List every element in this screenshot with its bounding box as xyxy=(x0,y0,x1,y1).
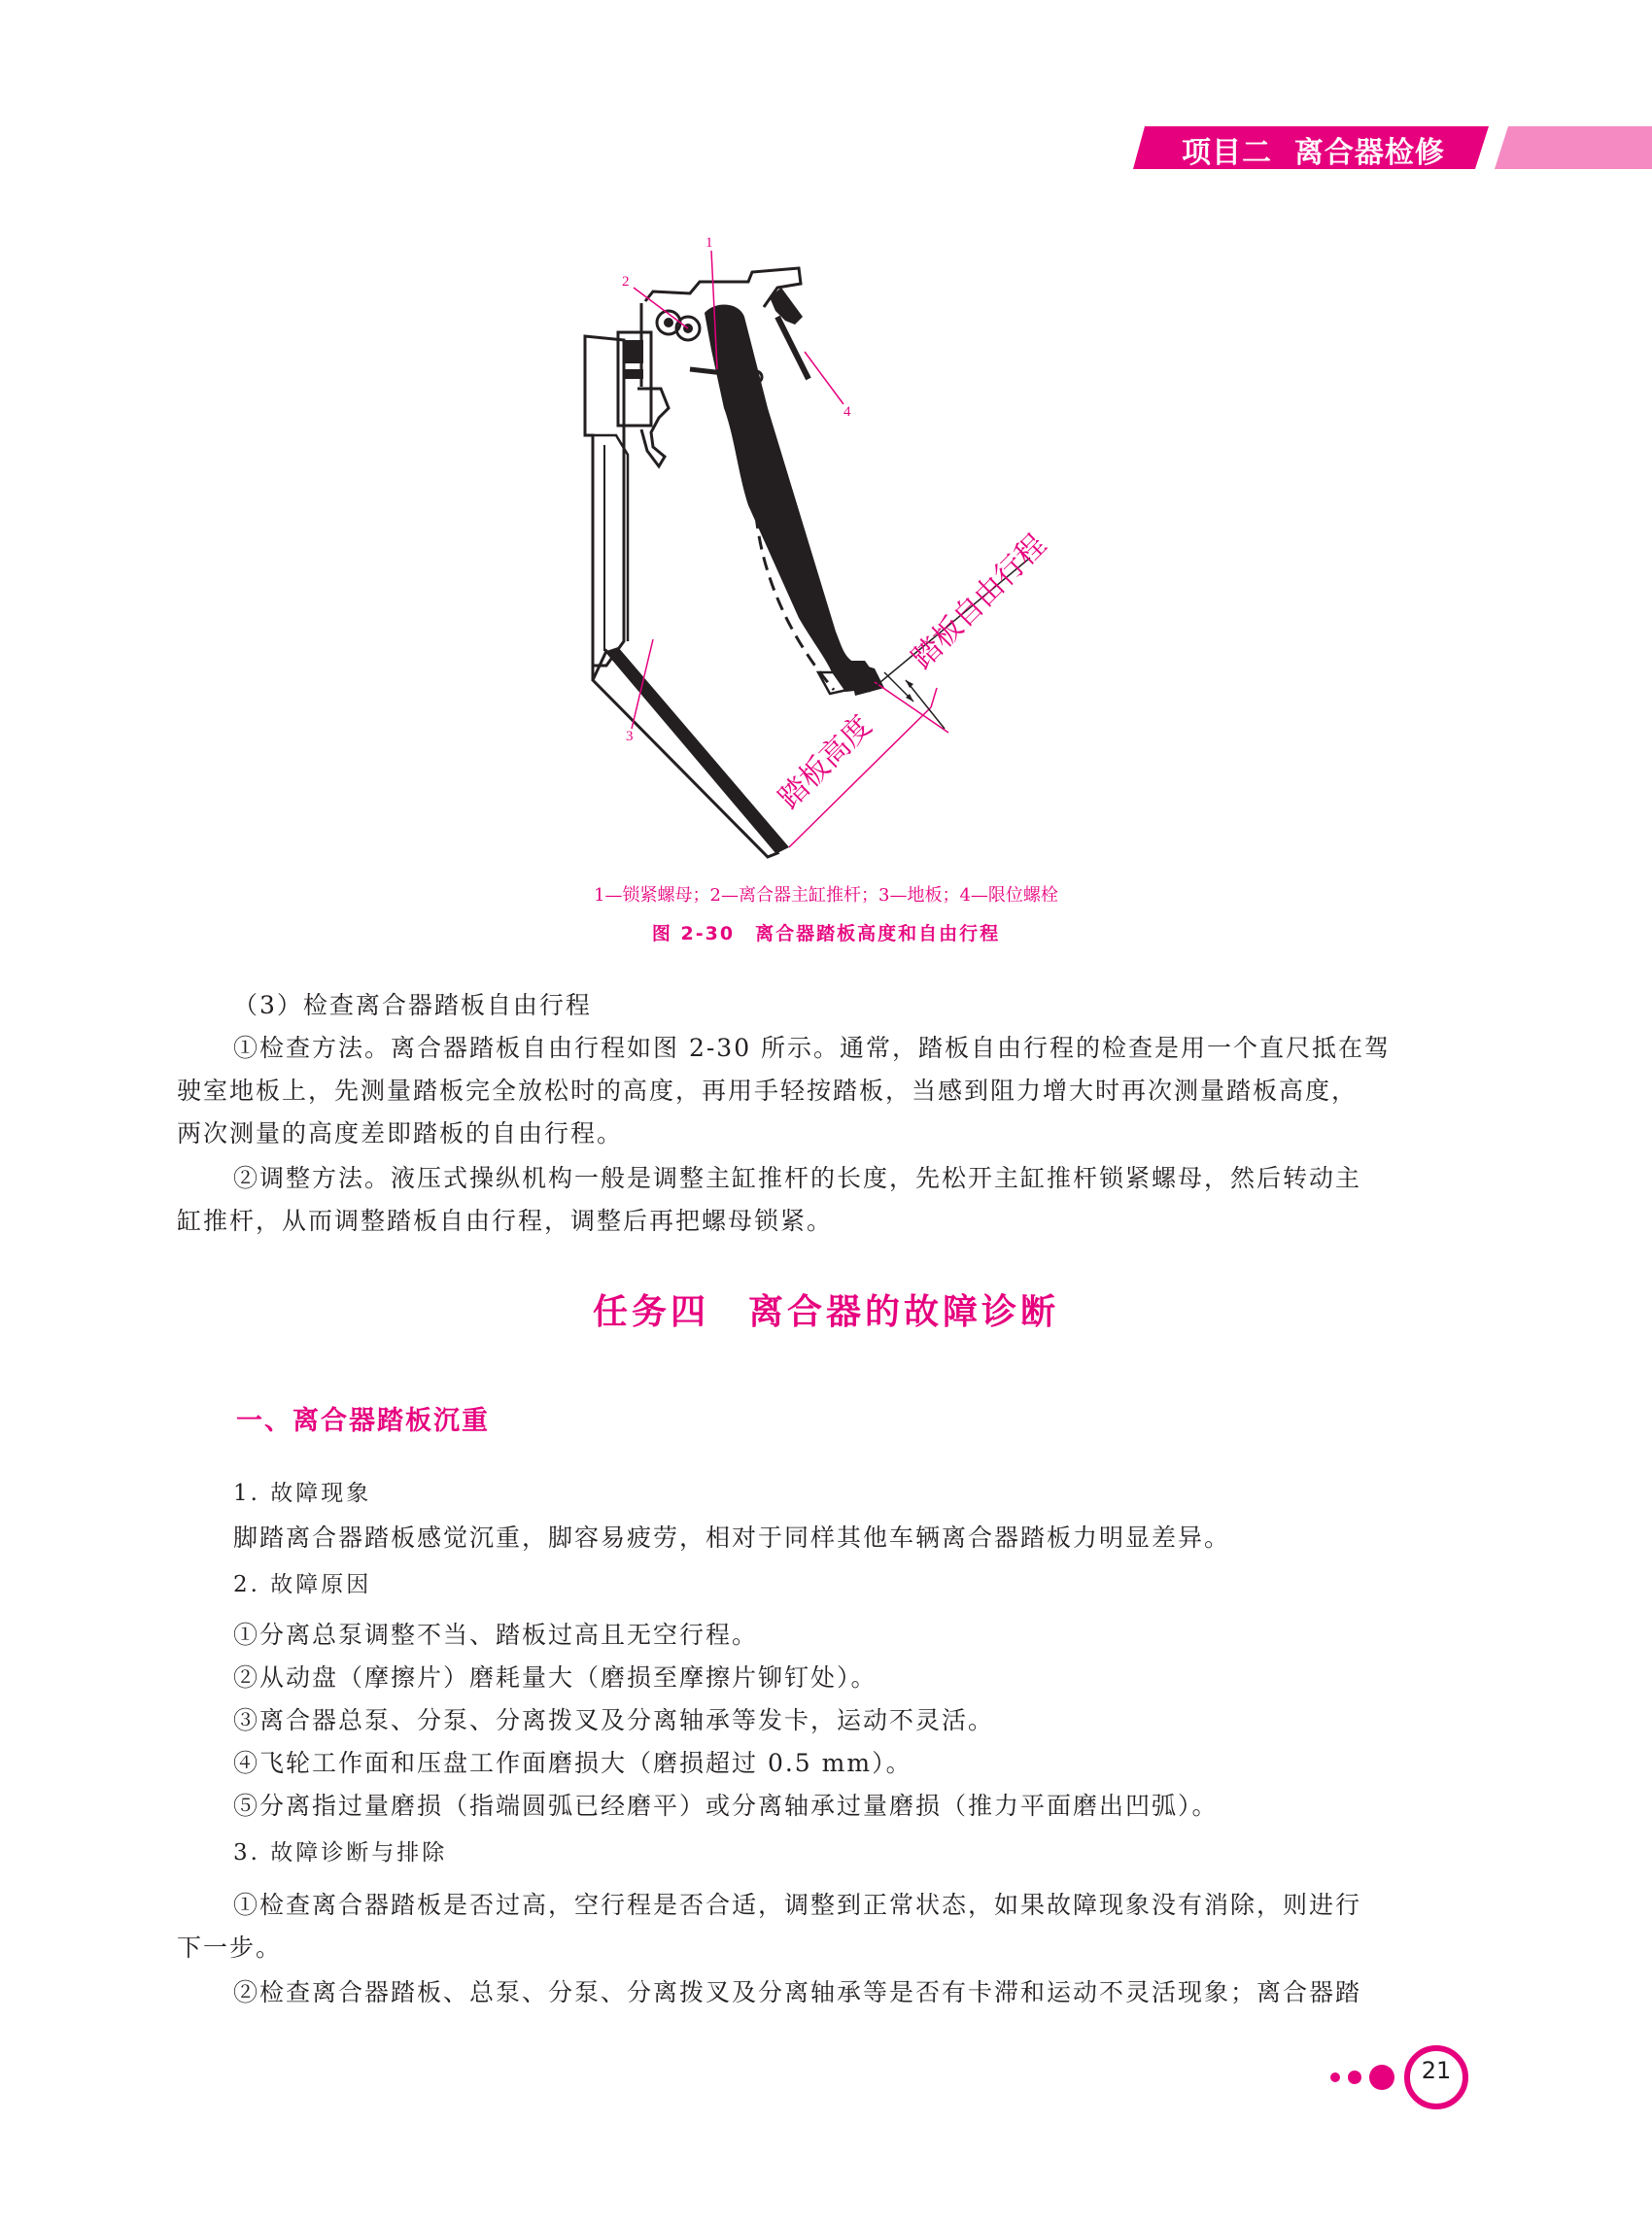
callout-1: 1 xyxy=(706,235,713,251)
page-header xyxy=(1133,126,1652,169)
figure-legend: 1—锁紧螺母；2—离合器主缸推杆；3—地板；4—限位螺栓 xyxy=(594,885,1058,906)
task-title: 任务四 离合器的故障诊断 xyxy=(592,1291,1059,1332)
pedal-height-label: 踏板高度 xyxy=(772,708,879,816)
diagnosis-heading: 3. 故障诊断与排除 xyxy=(233,1840,448,1866)
callout-4: 4 xyxy=(843,404,851,420)
cause-item-4: ④飞轮工作面和压盘工作面磨损大（磨损超过 0.5 mm）。 xyxy=(233,1749,912,1777)
header-topic: 离合器检修 xyxy=(1293,136,1445,170)
diagnosis-p2-line-1: ②检查离合器踏板、总泵、分泵、分离拨叉及分离轴承等是否有卡滞和运动不灵活现象；离合器踏 xyxy=(233,1978,1362,2006)
check-heading: （3）检查离合器踏板自由行程 xyxy=(233,991,592,1019)
cause-item-3: ③离合器总泵、分泵、分离拨叉及分离轴承等发卡，运动不灵活。 xyxy=(233,1706,995,1734)
symptom-heading: 1. 故障现象 xyxy=(233,1481,372,1506)
check-p2-line-1: ②调整方法。液压式操纵机构一般是调整主缸推杆的长度，先松开主缸推杆锁紧螺母，然后转动主 xyxy=(233,1164,1362,1192)
figure-caption: 图 2-30 离合器踏板高度和自由行程 xyxy=(651,923,1001,944)
clutch-pedal-figure xyxy=(544,223,1088,884)
check-p1-line-2: 驶室地板上，先测量踏板完全放松时的高度，再用手轻按踏板，当感到阻力增大时再次测量踏板高度， xyxy=(177,1077,1359,1105)
check-p1-line-1: ①检查方法。离合器踏板自由行程如图 2-30 所示。通常，踏板自由行程的检查是用一个直尺抵在驾 xyxy=(233,1034,1392,1062)
page-number-badge xyxy=(1322,2038,1477,2116)
header-title xyxy=(1182,128,1445,171)
diagnosis-p1-line-1: ①检查离合器踏板是否过高，空行程是否合适，调整到正常状态，如果故障现象没有消除，则进行 xyxy=(233,1891,1362,1919)
cause-heading: 2. 故障原因 xyxy=(233,1572,372,1597)
header-project: 项目二 xyxy=(1182,136,1272,170)
check-p1-line-3: 两次测量的高度差即踏板的自由行程。 xyxy=(177,1119,624,1147)
callout-3: 3 xyxy=(626,729,634,744)
cause-item-5: ⑤分离指过量磨损（指端圆弧已经磨平）或分离轴承过量磨损（推力平面磨出凹弧）。 xyxy=(233,1792,1219,1820)
section-title: 一、离合器踏板沉重 xyxy=(236,1406,490,1436)
check-p2-line-2: 缸推杆，从而调整踏板自由行程，调整后再把螺母锁紧。 xyxy=(177,1207,834,1235)
cause-item-2: ②从动盘（摩擦片）磨耗量大（磨损至摩擦片铆钉处）。 xyxy=(233,1663,878,1692)
free-travel-label: 踏板自由行程 xyxy=(905,528,1053,676)
callout-2: 2 xyxy=(622,274,630,290)
diagnosis-p1-line-2: 下一步。 xyxy=(177,1934,283,1962)
cause-item-1: ①分离总泵调整不当、踏板过高且无空行程。 xyxy=(233,1621,759,1649)
symptom-text: 脚踏离合器踏板感觉沉重，脚容易疲劳，相对于同样其他车辆离合器踏板力明显差异。 xyxy=(233,1524,1231,1552)
page-number: 21 xyxy=(1421,2057,1452,2084)
